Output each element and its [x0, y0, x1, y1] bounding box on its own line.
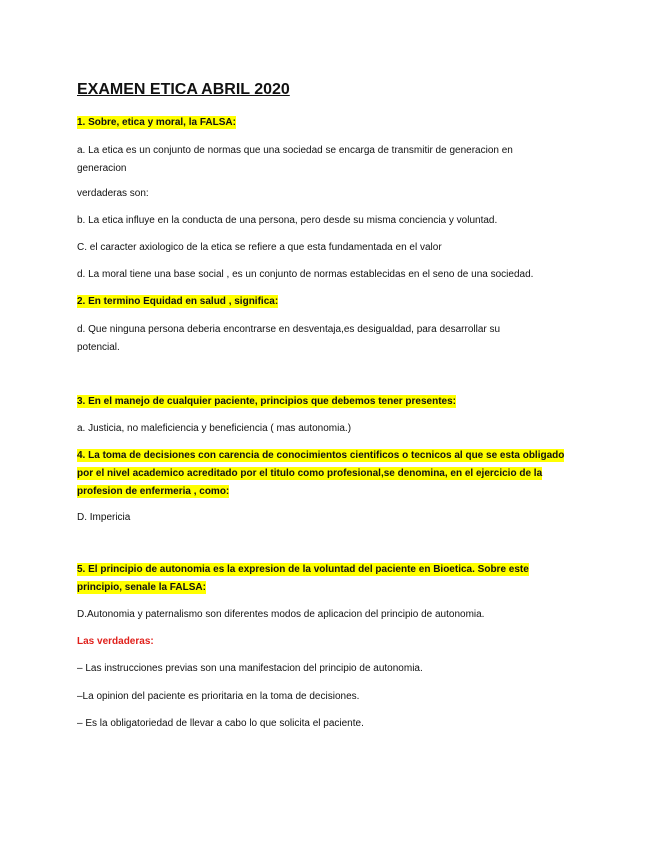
- question-5-line1: [77, 561, 577, 579]
- q5-true-item-2: –La opinion del paciente es prioritaria en la toma de decisiones.: [77, 691, 360, 702]
- question-4-text-line1: 4. La toma de decisiones con carencia de conocimientos cientificos o tecnicos al que se esta obligado: [77, 450, 565, 461]
- q5-true-item-1: – Las instrucciones previas son una manifestacion del principio de autonomia.: [77, 663, 423, 674]
- question-4-line3: [77, 483, 577, 501]
- question-5-line2: [77, 579, 577, 597]
- question-1-text: 1. Sobre, etica y moral, la FALSA:: [77, 117, 236, 128]
- q2-answer-line2: potencial.: [77, 342, 120, 353]
- q4-answer: D. Impericia: [77, 512, 131, 523]
- q2-answer-line1: d. Que ninguna persona deberia encontrarse en desventaja,es desigualdad, para desarrollar su: [77, 324, 501, 335]
- question-4-text-line2: por el nivel academico acreditado por el titulo como profesional,se denomina, en el ejercicio de la: [77, 468, 543, 479]
- q5-answer: D.Autonomia y paternalismo son diferentes modos de aplicacion del principio de autonomia.: [77, 609, 485, 620]
- question-4-text-line3: profesion de enfermeria , como:: [77, 486, 230, 497]
- document-title: EXAMEN ETICA ABRIL 2020: [77, 81, 290, 98]
- q1-option-a-line2: generacion: [77, 163, 127, 174]
- q5-true-item-3: – Es la obligatoriedad de llevar a cabo lo que solicita el paciente.: [77, 718, 364, 729]
- q5-true-label: Las verdaderas:: [77, 636, 154, 647]
- question-3: [77, 393, 577, 411]
- question-2: [77, 293, 577, 311]
- question-4-line1: [77, 447, 577, 465]
- q1-option-b: b. La etica influye en la conducta de una persona, pero desde su misma conciencia y voluntad.: [77, 215, 498, 226]
- question-3-text: 3. En el manejo de cualquier paciente, principios que debemos tener presentes:: [77, 396, 456, 407]
- question-5-text-line2: principio, senale la FALSA:: [77, 582, 206, 593]
- question-2-text: 2. En termino Equidad en salud , significa:: [77, 296, 279, 307]
- q1-option-c: C. el caracter axiologico de la etica se refiere a que esta fundamentada en el valor: [77, 242, 442, 253]
- question-4-line2: [77, 465, 577, 483]
- question-1: [77, 114, 577, 132]
- q3-answer: a. Justicia, no maleficiencia y beneficiencia ( mas autonomia.): [77, 423, 352, 434]
- q1-verdaderas-label: verdaderas son:: [77, 188, 149, 199]
- q1-option-a-line1: a. La etica es un conjunto de normas que una sociedad se encarga de transmitir de generacion en: [77, 145, 513, 156]
- question-5-text-line1: 5. El principio de autonomia es la expresion de la voluntad del paciente en Bioetica. Sobre este: [77, 564, 529, 575]
- q1-option-d: d. La moral tiene una base social , es un conjunto de normas establecidas en el seno de una sociedad.: [77, 269, 534, 280]
